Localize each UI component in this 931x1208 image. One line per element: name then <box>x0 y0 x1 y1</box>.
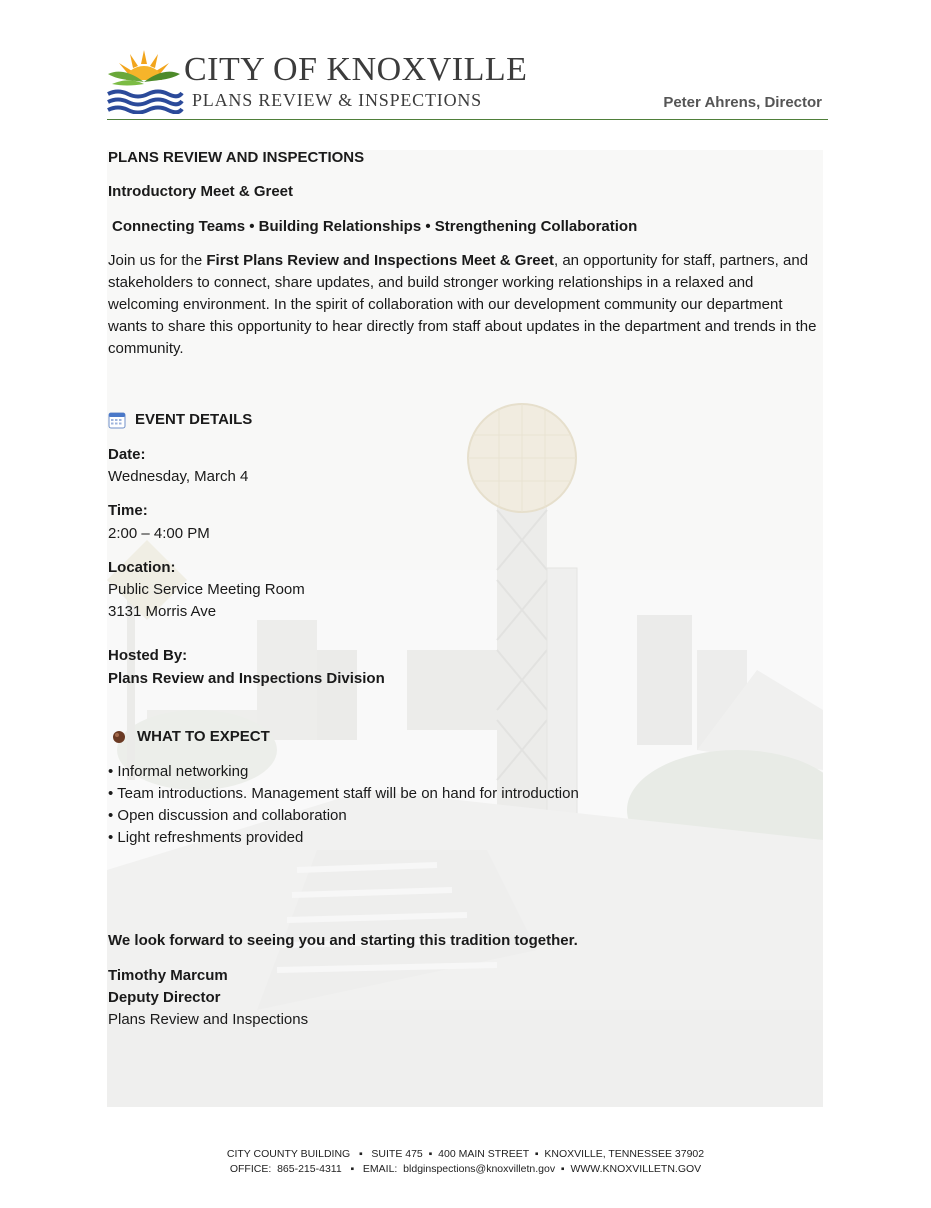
date-value: Wednesday, March 4 <box>108 468 249 485</box>
list-item: • Informal networking <box>108 763 249 780</box>
expect-list <box>108 761 579 849</box>
list-item: • Open discussion and collaboration <box>108 807 347 824</box>
intro-paragraph <box>108 250 824 360</box>
location-line1: Public Service Meeting Room <box>108 581 305 598</box>
brown-dot-icon <box>110 728 128 746</box>
event-details-heading <box>108 409 252 431</box>
signature-name: Timothy Marcum <box>108 967 228 984</box>
event-details-title: EVENT DETAILS <box>135 411 253 428</box>
org-name: CITY OF KNOXVILLE <box>184 51 528 88</box>
hosted-label: Hosted By: <box>108 647 188 664</box>
expect-heading <box>110 726 270 748</box>
intro-text-after: , an opportunity for staff, partners, and stakeholders to connect, share updates, and build stronger working relationships in a relaxed and welcoming environment. In the spirit of collaboration with our development community our department wants to share this opportunity to hear directly from staff about updates in the department and trends in the community. <box>108 252 817 357</box>
hosted-value: Plans Review and Inspections Division <box>108 670 385 687</box>
footer-contact: OFFICE: 865-215-4311 ▪ EMAIL: bldginspections@knoxvilletn.gov ▪ WWW.KNOXVILLETN.GOV <box>229 1163 702 1175</box>
intro-text-bold: First Plans Review and Inspections Meet & Greet <box>206 252 554 269</box>
location-line2: 3131 Morris Ave <box>108 603 217 620</box>
list-item: • Team introductions. Management staff will be on hand for introduction <box>108 785 579 802</box>
header-divider <box>107 119 828 120</box>
list-item: • Light refreshments provided <box>108 829 304 846</box>
expect-title: WHAT TO EXPECT <box>137 728 270 745</box>
letterhead <box>104 40 828 120</box>
dept-name: PLANS REVIEW & INSPECTIONS <box>192 90 482 110</box>
signature-dept: Plans Review and Inspections <box>108 1011 309 1028</box>
date-label: Date: <box>108 446 146 463</box>
intro-text-before: Join us for the <box>108 252 207 269</box>
signature-title: Deputy Director <box>108 989 221 1006</box>
location-label: Location: <box>108 559 176 576</box>
sun-over-waves-logo-icon <box>104 44 184 114</box>
page-subheading: Introductory Meet & Greet <box>108 183 294 200</box>
tagline: Connecting Teams • Building Relationships • Strengthening Collaboration <box>112 218 638 235</box>
footer <box>0 1147 931 1177</box>
time-value: 2:00 – 4:00 PM <box>108 525 210 542</box>
director-name: Peter Ahrens, Director <box>663 94 822 111</box>
time-label: Time: <box>108 502 148 519</box>
footer-address: CITY COUNTY BUILDING ▪ SUITE 475 ▪ 400 MAIN STREET ▪ KNOXVILLE, TENNESSEE 37902 <box>226 1148 705 1160</box>
closing-line: We look forward to seeing you and starting this tradition together. <box>108 932 578 949</box>
calendar-icon <box>108 411 126 429</box>
page-heading: PLANS REVIEW AND INSPECTIONS <box>108 149 365 166</box>
